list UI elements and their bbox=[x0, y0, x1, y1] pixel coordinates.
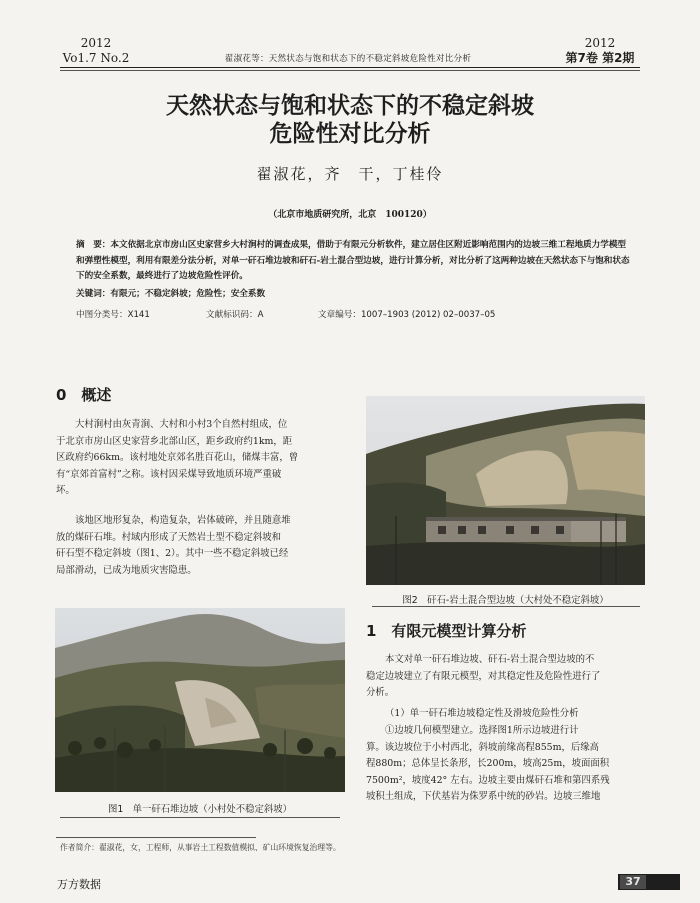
clc-number: 中图分类号：X141 bbox=[76, 310, 150, 320]
text-line: 程880m；总体呈长条形，长200m，坡高25m，坡面面积 bbox=[366, 758, 610, 769]
footnote-rule bbox=[56, 837, 256, 838]
section-1-subheading: （1）单一矸石堆边坡稳定性及滑坡危险性分析 bbox=[385, 708, 579, 719]
section-1-paragraph-2 bbox=[366, 723, 642, 806]
abstract-label: 摘 要： bbox=[76, 240, 111, 250]
text-line: 算。该边坡位于小村西北，斜坡前缘高程855m，后缘高 bbox=[366, 741, 600, 753]
text-line: 矸石型不稳定斜坡（图1、2）。其中一些不稳定斜坡已经 bbox=[56, 548, 289, 559]
text-line: 坏。 bbox=[56, 485, 75, 496]
header-left-year: 2012 bbox=[80, 36, 112, 50]
text-line: 局部滑动，已成为地质灾害隐患。 bbox=[56, 564, 197, 576]
section-1-paragraph-1 bbox=[366, 652, 642, 702]
header-right-year: 2012 bbox=[584, 36, 616, 50]
figure-2-photo bbox=[366, 396, 645, 585]
figure-1-rule bbox=[60, 817, 340, 818]
authors: 翟淑花，齐 干，丁桂伶 bbox=[256, 165, 444, 183]
article-title-line-2: 危险性对比分析 bbox=[269, 121, 431, 147]
header-rule-thin bbox=[60, 70, 640, 71]
text-line: 区政府约66km。该村地处京郊名胜百花山，储煤丰富，曾 bbox=[56, 452, 299, 463]
affiliation: （北京市地质研究所，北京 100120） bbox=[268, 210, 432, 220]
section-0-paragraph-2 bbox=[56, 513, 346, 579]
text-line: ①边坡几何模型建立。选择图1所示边坡进行计 bbox=[385, 725, 579, 736]
keywords bbox=[76, 287, 631, 299]
text-line: 分析。 bbox=[366, 687, 395, 698]
keywords-label: 关键词： bbox=[76, 289, 111, 299]
text-line: 该地区地形复杂，构造复杂，岩体破碎，并且随意堆 bbox=[75, 515, 291, 526]
article-title-line-1: 天然状态与饱和状态下的不稳定斜坡 bbox=[166, 93, 534, 119]
header-rule bbox=[60, 67, 640, 68]
header-right bbox=[560, 36, 640, 66]
figure-1-caption: 图1 单一矸石堆边坡（小村处不稳定斜坡） bbox=[107, 804, 293, 815]
section-0-heading: 0 概述 bbox=[56, 386, 112, 404]
text-line: 坡积土组成，下伏基岩为侏罗系中统的砂岩。边坡三维地 bbox=[366, 791, 601, 802]
keywords-text: 有限元；不稳定斜坡；危险性；安全系数 bbox=[110, 289, 266, 299]
wanfang-data-label: 万方数据 bbox=[57, 878, 101, 891]
text-line: 本文对单一矸石堆边坡、矸石-岩土混合型边坡的不 bbox=[385, 654, 595, 665]
text-line: 放的煤矸石堆。村域内形成了天然岩土型不稳定斜坡和 bbox=[56, 531, 282, 543]
header-right-volume: 第7卷 第2期 bbox=[565, 51, 635, 65]
figure-2-rule bbox=[372, 606, 640, 607]
figure-2-caption: 图2 矸石-岩土混合型边坡（大村处不稳定斜坡） bbox=[402, 595, 609, 606]
section-0-paragraph-1 bbox=[56, 417, 346, 500]
text-line: 稳定边坡建立了有限元模型，对其稳定性及危险性进行了 bbox=[366, 670, 601, 682]
author-footnote: 作者简介：翟淑花，女，工程师，从事岩土工程数值模拟、矿山环境恢复治理等。 bbox=[60, 843, 341, 852]
page-number: 37 bbox=[620, 875, 646, 889]
header-left bbox=[60, 36, 132, 66]
document-code: 文献标识码：A bbox=[206, 310, 264, 320]
text-line: 7500m²，坡度42° 左右。边坡主要由煤矸石堆和第四系残 bbox=[366, 774, 610, 786]
section-1-heading: 1 有限元模型计算分析 bbox=[366, 622, 527, 640]
abstract bbox=[76, 238, 631, 285]
header-center-title: 翟淑花等：天然状态与饱和状态下的不稳定斜坡危险性对比分析 bbox=[224, 54, 472, 64]
article-number: 文章编号：1007–1903 (2012) 02–0037–05 bbox=[318, 310, 496, 320]
text-line: 有“京郊首富村”之称。该村因采煤导致地质环境严重破 bbox=[56, 468, 282, 480]
text-line: 于北京市房山区史家营乡北部山区，距乡政府约1km，距 bbox=[56, 435, 293, 447]
figure-1-photo bbox=[55, 608, 345, 792]
header-left-volume: Vo1.7 No.2 bbox=[62, 51, 130, 65]
abstract-text: 本文依据北京市房山区史家营乡大村涧村的调查成果，借助于有限元分析软件，建立居住区附近影响范围内的边坡三维工程地质力学模型和弹塑性模型，利用有限差分法分析，对单一矸石堆边坡和矸石-岩土混合型边坡，进行计算分析，对比分析了这两种边坡在天然状态下与饱和状态下的安全系数，最终进行了边坡危险性评价。 bbox=[76, 240, 630, 281]
text-line: 大村涧村由灰青涧、大村和小村3个自然村组成，位 bbox=[75, 419, 288, 430]
